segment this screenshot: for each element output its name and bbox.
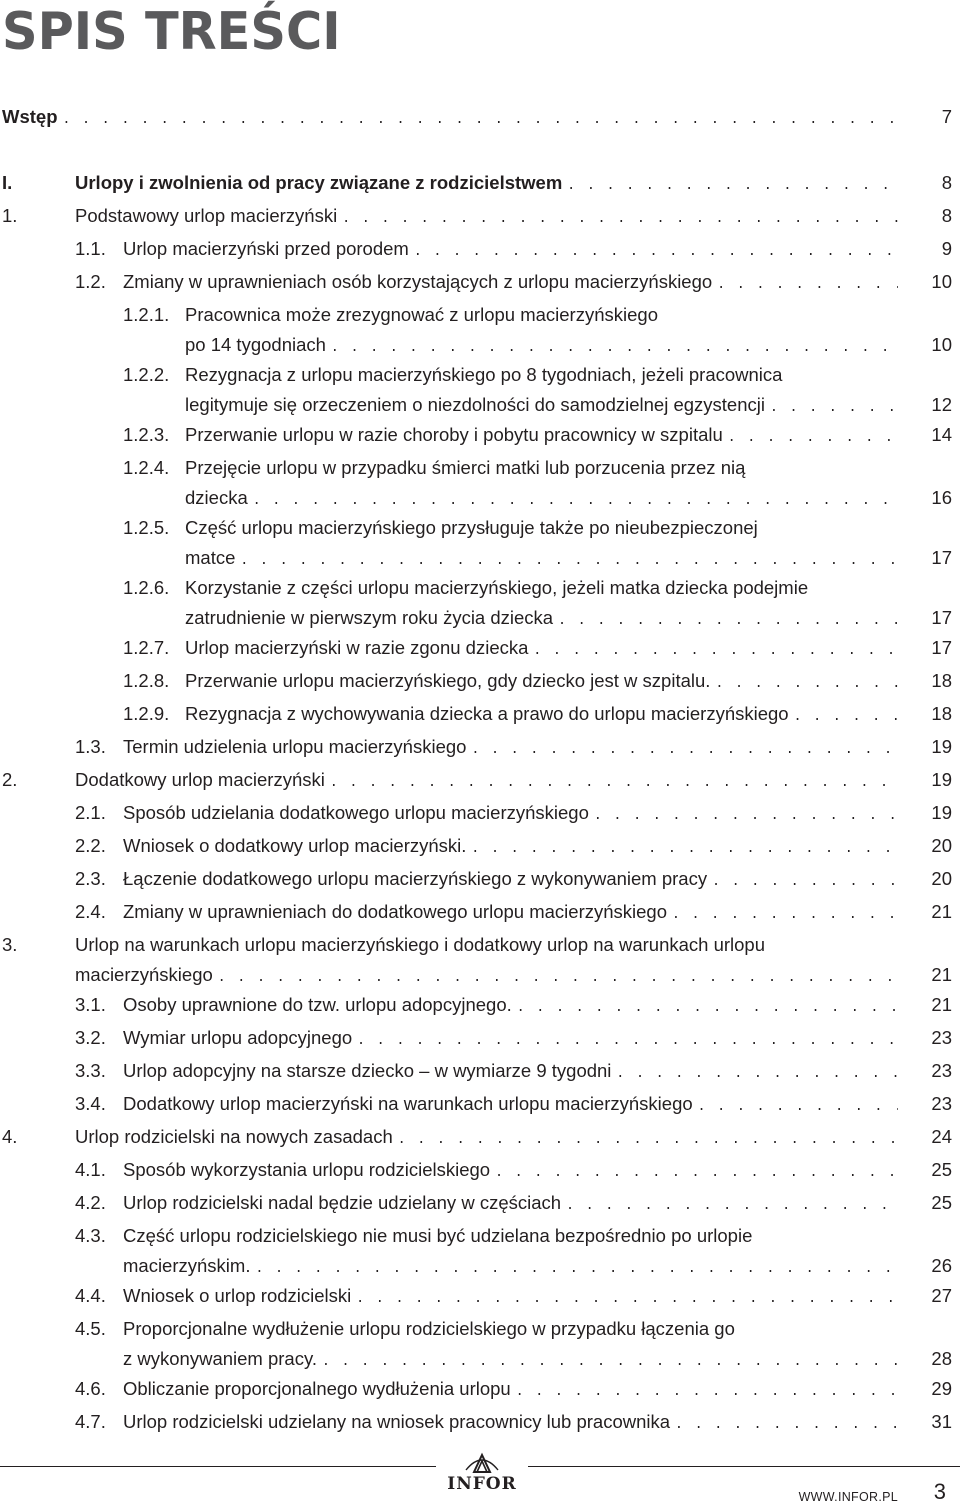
toc-entry-page: 19 [931,769,952,790]
page-number: 3 [933,1479,946,1504]
dot-leader [471,737,898,764]
toc-entry-page: 25 [931,1192,952,1213]
toc-entry-title: Zmiany w uprawnieniach osób korzystających z urlopu macierzyńskiego [123,271,713,292]
toc-entry-body [123,833,960,860]
toc-entry-page: 10 [931,334,952,355]
toc-entry[interactable] [0,992,960,1022]
toc-entry-number: 1.2.3. [123,424,170,445]
dot-leader [516,1379,898,1406]
toc-entry-number: 1.2.2. [123,364,170,385]
toc-entry-body [123,1223,960,1280]
toc-entry-body [185,362,960,419]
toc-entry[interactable] [0,1157,960,1187]
toc-entry[interactable] [0,1409,960,1439]
toc-entry[interactable] [0,170,960,200]
toc-entry-page: 12 [931,394,952,415]
toc-entry-body [123,992,960,1019]
toc-entry-body [123,899,960,926]
toc-entry-number: 2. [2,769,18,790]
toc-entry-body [123,800,960,827]
toc-entry[interactable] [0,302,960,362]
toc-entry[interactable] [0,269,960,299]
toc-entry-body [75,932,960,989]
toc-entry[interactable] [0,767,960,797]
toc-entry-number: I. [2,172,13,193]
toc-entry-page: 20 [931,868,952,889]
toc-entry-body [185,575,960,632]
toc-entry-title: Obliczanie proporcjonalnego wydłużenia urlopu [123,1378,511,1399]
toc-entry-number: 4.6. [75,1378,106,1399]
dot-leader [770,395,898,422]
toc-entry-title: Termin udzielenia urlopu macierzyńskiego [123,736,467,757]
toc-entry-title: Proporcjonalne wydłużenie urlopu rodzicielskiego w przypadku łączenia go [123,1318,735,1339]
toc-entry-body [75,170,960,197]
dot-leader [728,425,898,452]
toc-entry-page: 7 [941,106,952,127]
toc-entry[interactable] [0,422,960,452]
dot-leader [533,638,898,665]
toc-entry[interactable] [0,668,960,698]
toc-entry-number: 1.2.8. [123,670,170,691]
toc-entry-title: z wykonywaniem pracy. [123,1348,317,1369]
toc-entry-title: Pracownica może zrezygnować z urlopu macierzyńskiego [185,304,658,325]
toc-entry-title: po 14 tygodniach [185,334,326,355]
toc-entry[interactable] [0,515,960,575]
toc-entry-page: 19 [931,736,952,757]
toc-entry-body [123,734,960,761]
toc-entry[interactable] [0,203,960,233]
dot-leader [715,671,898,698]
toc-entry-title: Przerwanie urlopu w razie choroby i pobytu pracownicy w szpitalu [185,424,723,445]
toc-entry-body [123,1058,960,1085]
toc-entry-number: 3. [2,934,18,955]
toc-entry-body [123,1376,960,1403]
toc-entry-page: 18 [931,703,952,724]
toc-entry-number: 2.1. [75,802,106,823]
toc-entry-number: 4.4. [75,1285,106,1306]
toc-entry-title: matce [185,547,236,568]
toc-entry-number: 4.7. [75,1411,106,1432]
dot-leader [253,488,898,515]
toc-entry-page: 21 [931,994,952,1015]
toc-entry[interactable] [0,932,960,992]
toc-entry-title: Urlop na warunkach urlopu macierzyńskiego i dodatkowy urlop na warunkach urlopu [75,934,766,955]
dot-leader [567,173,898,200]
toc-entry-page: 8 [941,205,952,226]
toc-entry-body [123,269,960,296]
toc-entry[interactable] [0,362,960,422]
dot-leader [63,107,899,134]
toc-entry-number: 1.2.5. [123,517,170,538]
toc-entry[interactable] [0,734,960,764]
toc-entry-page: 14 [931,424,952,445]
dot-leader [414,239,898,266]
toc-entry-number: 1.3. [75,736,106,757]
toc-entry[interactable] [0,866,960,896]
toc-entry[interactable] [0,1190,960,1220]
toc-entry-body [185,302,960,359]
toc-entry-page: 28 [931,1348,952,1369]
toc-entry-page: 18 [931,670,952,691]
infor-logo [436,1452,528,1496]
dot-leader [594,803,898,830]
toc-entry-number: 3.4. [75,1093,106,1114]
dot-leader [342,206,898,233]
toc-entry-number: 2.4. [75,901,106,922]
toc-entry-number: 3.3. [75,1060,106,1081]
dot-leader [717,272,898,299]
toc-entry[interactable] [0,1376,960,1406]
toc-entry-title: Rezygnacja z urlopu macierzyńskiego po 8 tygodniach, jeżeli pracownica [185,364,783,385]
dot-leader [698,1094,898,1121]
toc-entry-body [185,455,960,512]
dot-leader [218,965,898,992]
toc-entry-page: 23 [931,1060,952,1081]
toc-entry-number: 1.2.6. [123,577,170,598]
dot-leader [794,704,898,731]
toc-entry-page: 25 [931,1159,952,1180]
toc-entry-title: Przejęcie urlopu w przypadku śmierci matki lub porzucenia przez nią [185,457,746,478]
toc-entry-title: Urlop rodzicielski udzielany na wniosek pracownicy lub pracownika [123,1411,671,1432]
toc-entry-number: 4.3. [75,1225,106,1246]
toc-entry-title: Urlop adopcyjny na starsze dziecko – w wymiarze 9 tygodni [123,1060,612,1081]
toc-entry-number: 3.2. [75,1027,106,1048]
toc-entry-title: legitymuje się orzeczeniem o niezdolności do samodzielnej egzystencji [185,394,765,415]
toc-entry[interactable] [0,800,960,830]
toc-entry-page: 23 [931,1093,952,1114]
toc-entry-page: 29 [931,1378,952,1399]
toc-entry[interactable] [0,1223,960,1283]
footer-url: WWW.INFOR.PL [798,1490,898,1504]
toc-entry-title: Urlop macierzyński w razie zgonu dziecka [185,637,529,658]
toc-entry-body [123,1316,960,1373]
toc-entry-page: 10 [931,271,952,292]
toc-entry-page: 27 [931,1285,952,1306]
toc-entry-body [123,1157,960,1184]
toc-entry-title: Przerwanie urlopu macierzyńskiego, gdy dziecko jest w szpitalu. [185,670,711,691]
dot-leader [566,1193,898,1220]
dot-leader [558,608,898,635]
toc-entry-page: 31 [931,1411,952,1432]
toc-entry-page: 9 [941,238,952,259]
toc-entry-title: macierzyńskim. [123,1255,251,1276]
toc-entry-title: Korzystanie z części urlopu macierzyńskiego, jeżeli matka dziecka podejmie [185,577,809,598]
toc-entry-title: Wstęp [2,106,58,127]
toc-entry-page: 8 [941,172,952,193]
toc-entry[interactable] [0,575,960,635]
toc-entry-body [123,236,960,263]
toc-entry-number: 1.2.9. [123,703,170,724]
toc-entry-title: Sposób wykorzystania urlopu rodzicielskiego [123,1159,491,1180]
dot-leader [357,1028,898,1055]
toc-entry-body [75,767,960,794]
toc-entry-number: 2.2. [75,835,106,856]
toc-entry-page: 19 [931,802,952,823]
toc-entry-title: Część urlopu rodzicielskiego nie musi być udzielana bezpośrednio po urlopie [123,1225,753,1246]
toc-entry-title: Sposób udzielania dodatkowego urlopu macierzyńskiego [123,802,589,823]
toc-entry[interactable] [0,1091,960,1121]
toc-entry-title: Urlopy i zwolnienia od pracy związane z rodzicielstwem [75,172,563,193]
toc-entry-title: Wniosek o dodatkowy urlop macierzyński. [123,835,467,856]
infor-logo-text: INFOR [447,1474,517,1494]
dot-leader [517,995,898,1022]
dot-leader [672,902,898,929]
toc-entry-number: 1.2.4. [123,457,170,478]
toc-entry-number: 1. [2,205,18,226]
toc-entry-title: Rezygnacja z wychowywania dziecka a prawo do urlopu macierzyńskiego [185,703,789,724]
dot-leader [356,1286,898,1313]
toc-entry[interactable] [0,104,960,134]
toc-entry-page: 24 [931,1126,952,1147]
toc-entry[interactable] [0,899,960,929]
dot-leader [712,869,898,896]
toc-entry-number: 1.2.1. [123,304,170,325]
dot-leader [331,335,898,362]
toc-entry-title: Część urlopu macierzyńskiego przysługuje także po nieubezpieczonej [185,517,758,538]
toc-entry-number: 2.3. [75,868,106,889]
toc-entry-body [75,1124,960,1151]
toc-entry-number: 1.2. [75,271,106,292]
toc-entry-title: Łączenie dodatkowego urlopu macierzyńskiego z wykonywaniem pracy [123,868,708,889]
toc-entry[interactable] [0,701,960,731]
toc-entry[interactable] [0,833,960,863]
toc-entry-page: 21 [931,901,952,922]
toc-entry-title: Urlop rodzicielski na nowych zasadach [75,1126,393,1147]
toc-entry-number: 1.1. [75,238,106,259]
dot-leader [675,1412,898,1439]
toc-entry-body [123,1409,960,1436]
toc-entry-page: 23 [931,1027,952,1048]
dot-leader [322,1349,898,1376]
toc-entry-page: 21 [931,964,952,985]
toc-entry[interactable] [0,236,960,266]
toc-entry-title: Podstawowy urlop macierzyński [75,205,338,226]
toc-entry-title: Urlop rodzicielski nadal będzie udzielany w częściach [123,1192,562,1213]
toc-entry-page: 17 [931,547,952,568]
toc-entry[interactable] [0,455,960,515]
toc-entry-body [185,515,960,572]
toc-entry-title: macierzyńskiego [75,964,213,985]
toc-entry-number: 4.5. [75,1318,106,1339]
toc-entry-title: Zmiany w uprawnieniach do dodatkowego urlopu macierzyńskiego [123,901,667,922]
dot-leader [616,1061,898,1088]
toc-entry[interactable] [0,635,960,665]
toc-entry[interactable] [0,1316,960,1376]
dot-leader [398,1127,898,1154]
dot-leader [240,548,898,575]
toc-entry-body [185,701,960,728]
toc-entry-title: dziecka [185,487,248,508]
toc-entry-body [75,203,960,230]
toc-entry-title: zatrudnienie w pierwszym roku życia dziecka [185,607,554,628]
toc-entry-body [185,635,960,662]
toc-entry-body [123,1025,960,1052]
toc-entry-body [123,1283,960,1310]
dot-leader [471,836,898,863]
toc-entry[interactable] [0,1124,960,1154]
toc-entry-number: 4.2. [75,1192,106,1213]
toc-entry-number: 1.2.7. [123,637,170,658]
toc-entry-title: Osoby uprawnione do tzw. urlopu adopcyjnego. [123,994,512,1015]
dot-leader [495,1160,898,1187]
toc-entry-title: Dodatkowy urlop macierzyński [75,769,325,790]
toc-entry-title: Dodatkowy urlop macierzyński na warunkach urlopu macierzyńskiego [123,1093,693,1114]
toc-entry[interactable] [0,1058,960,1088]
toc-entry-body [185,422,960,449]
dot-leader [330,770,898,797]
toc-entry-body [185,668,960,695]
toc-entry-page: 20 [931,835,952,856]
toc-entry-page: 16 [931,487,952,508]
toc-entry-page: 17 [931,637,952,658]
toc-entry-title: Urlop macierzyński przed porodem [123,238,409,259]
toc-entry-body [2,104,960,131]
toc-entry-page: 26 [931,1255,952,1276]
toc-entry-page: 17 [931,607,952,628]
toc-entry[interactable] [0,1283,960,1313]
toc-entry-number: 4. [2,1126,18,1147]
dot-leader [255,1256,898,1283]
toc-entry[interactable] [0,1025,960,1055]
toc-entry-number: 4.1. [75,1159,106,1180]
toc-entry-title: Wymiar urlopu adopcyjnego [123,1027,353,1048]
toc-entry-body [123,1091,960,1118]
toc-entry-number: 3.1. [75,994,106,1015]
infor-logo-mark-icon [436,1452,528,1474]
toc-entry-body [123,1190,960,1217]
page-title: SPIS TREŚCI [2,2,341,62]
toc-entry-title: Wniosek o urlop rodzicielski [123,1285,352,1306]
toc-entry-body [123,866,960,893]
